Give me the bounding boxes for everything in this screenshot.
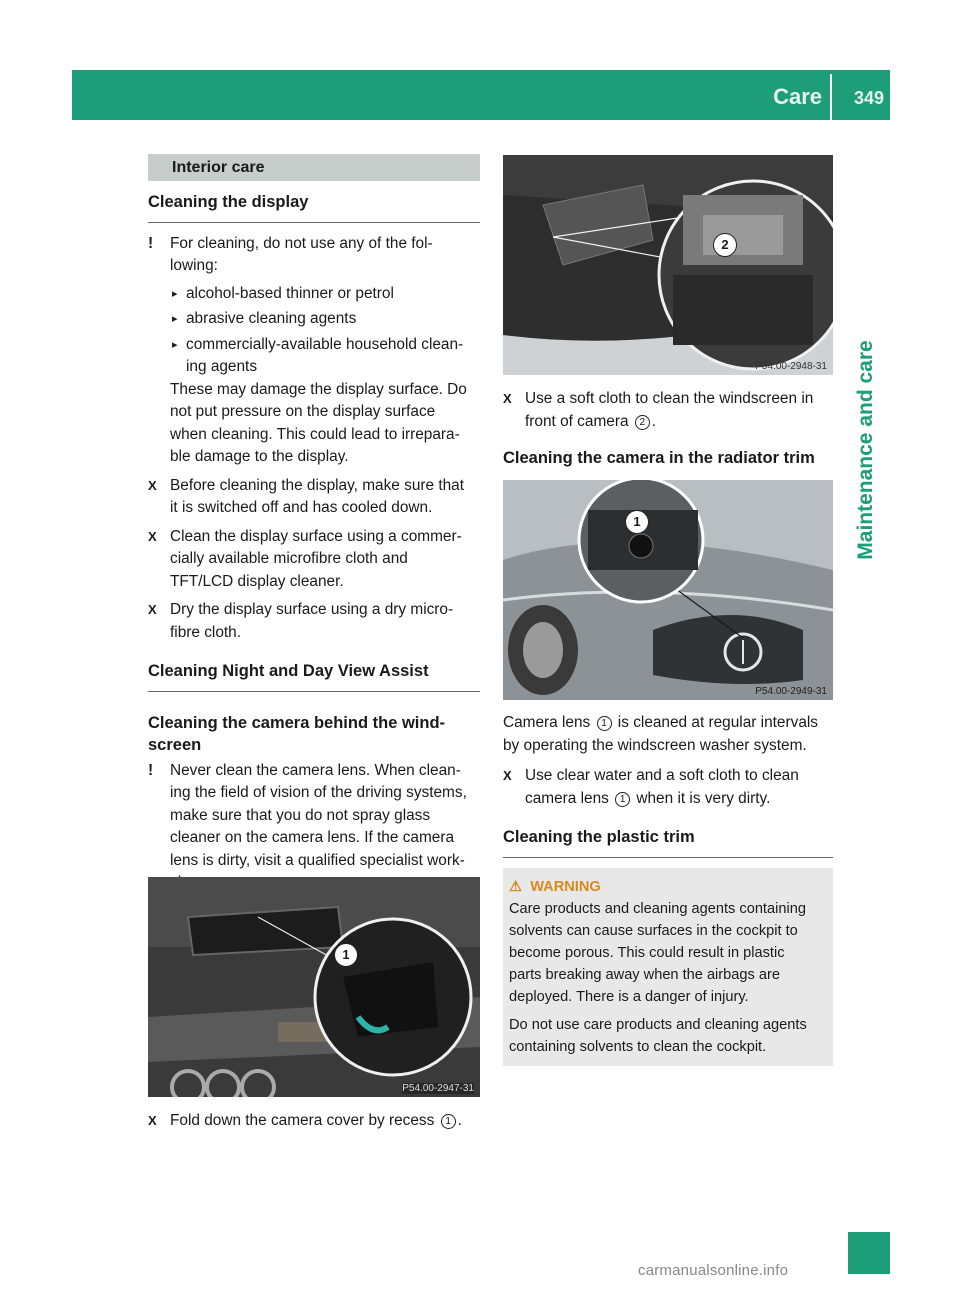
step-line: when it is very dirty. <box>632 789 771 807</box>
step-marker: X <box>148 528 157 544</box>
page-header-bar <box>72 70 890 120</box>
step-line: cially available microfibre cloth and <box>170 550 408 567</box>
step-fold-cover <box>148 1110 502 1133</box>
page-number: 349 <box>853 88 884 108</box>
warning-icon: ⚠ <box>509 878 523 895</box>
step-line: Fold down the camera cover by recess <box>170 1112 439 1129</box>
heading-line: screen <box>148 735 202 754</box>
warning-line: become porous. This could result in plastic <box>509 944 785 961</box>
callout-1: 1 <box>625 510 649 534</box>
image-code: P54.00-2949-31 <box>755 686 827 697</box>
step-line: front of camera <box>525 412 633 430</box>
note-camera-lens <box>148 760 480 895</box>
image-code: P54.00-2947-31 <box>402 1083 474 1094</box>
step-line: TFT/LCD display cleaner. <box>170 572 344 590</box>
note-line: lens is dirty, visit a qualified specialist work- <box>170 851 465 869</box>
note-line: when cleaning. This could lead to irrepara- <box>170 425 460 443</box>
heading-line: Cleaning the camera behind the wind- <box>148 713 446 732</box>
footer-watermark: carmanualsonline.info <box>638 1262 789 1279</box>
note-line: For cleaning, do not use any of the fol- <box>170 234 433 252</box>
sidebar-label: Maintenance and care <box>854 340 877 560</box>
sidebar-marker <box>848 1232 890 1274</box>
step-clean-surface <box>148 526 480 594</box>
note-line: ble damage to the display. <box>170 448 349 465</box>
note-display <box>148 233 480 469</box>
note-line: not put pressure on the display surface <box>170 403 436 420</box>
list-item: ▸ commercially-available household clean- <box>148 334 480 357</box>
note-line: Never clean the camera lens. When clean- <box>170 761 461 779</box>
step-line: camera lens <box>525 789 614 807</box>
callout-ref: 2 <box>635 415 650 430</box>
section-band: Interior care <box>148 154 480 181</box>
step-line: fibre cloth. <box>170 623 242 641</box>
callout-ref: 1 <box>615 792 630 807</box>
heading-camera-windscreen <box>148 712 480 756</box>
warning-line: containing solvents to clean the cockpit. <box>509 1038 767 1055</box>
step-marker: X <box>148 602 157 617</box>
step-line: Dry the display surface using a dry micro- <box>170 601 454 618</box>
para-line: Camera lens <box>503 714 595 731</box>
callout-ref: 1 <box>441 1114 456 1129</box>
step-clean-windscreen <box>503 388 833 433</box>
warning-box <box>503 868 833 1066</box>
warning-line: Do not use care products and cleaning agents <box>509 1016 807 1033</box>
warning-line: deployed. There is a danger of injury. <box>509 988 749 1005</box>
note-icon: ! <box>148 234 154 252</box>
note-line: ing the field of vision of the driving systems, <box>170 784 467 801</box>
heading-night-view: Cleaning Night and Day View Assist <box>148 660 480 692</box>
step-line: . <box>457 1112 462 1129</box>
image-code: P54.00-2948-31 <box>755 361 827 372</box>
note-line: make sure that you do not spray glass <box>170 806 431 824</box>
warning-line: solvents can cause surfaces in the cockpit to <box>509 922 798 939</box>
callout-1: 1 <box>334 943 358 967</box>
heading-cleaning-display: Cleaning the display <box>148 191 480 223</box>
list-item: ▸ alcohol-based thinner or petrol <box>148 283 480 306</box>
para-line: is cleaned at regular intervals <box>613 714 818 731</box>
heading-plastic-trim: Cleaning the plastic trim <box>503 826 833 858</box>
step-line: Use a soft cloth to clean the windscreen in <box>525 390 814 407</box>
step-marker: X <box>503 391 512 406</box>
warning-title: WARNING <box>530 878 601 895</box>
header-divider <box>830 74 832 120</box>
step-line: it is switched off and has cooled down. <box>170 499 433 516</box>
chapter-title: Care <box>773 84 822 109</box>
note-line: These may damage the display surface. Do <box>170 380 467 398</box>
left-column <box>148 154 480 895</box>
para-camera-lens <box>503 712 833 757</box>
photo-radiator-camera <box>503 480 833 700</box>
sidebar-tab <box>846 250 886 650</box>
list-item: ing agents <box>186 358 258 375</box>
callout-2: 2 <box>713 233 737 257</box>
step-line: Before cleaning the display, make sure that <box>170 476 465 494</box>
right-column-lower <box>503 712 833 1066</box>
list-item: ▸ abrasive cleaning agents <box>148 308 480 331</box>
callout-ref: 1 <box>597 716 612 731</box>
step-line: Use clear water and a soft cloth to clean <box>525 767 799 784</box>
step-line: Clean the display surface using a commer- <box>170 527 462 545</box>
note-line: lowing: <box>170 257 218 274</box>
step-dry-surface <box>148 599 480 644</box>
right-column <box>503 388 833 470</box>
heading-radiator-camera: Cleaning the camera in the radiator trim <box>503 449 815 467</box>
step-clear-water <box>503 765 833 810</box>
step-marker: X <box>503 768 512 783</box>
step-marker: X <box>148 477 157 493</box>
photo-windscreen-camera <box>503 155 833 375</box>
note-icon: ! <box>148 761 154 779</box>
para-line: by operating the windscreen washer system. <box>503 736 807 754</box>
warning-line: parts breaking away when the airbags are <box>509 966 780 983</box>
photo-camera-cover <box>148 877 480 1097</box>
step-line: . <box>651 412 657 430</box>
step-marker: X <box>148 1113 157 1128</box>
warning-line: Care products and cleaning agents containing <box>509 900 806 917</box>
step-switch-off <box>148 475 480 520</box>
note-line: cleaner on the camera lens. If the camera <box>170 829 455 846</box>
warning-heading <box>509 876 827 898</box>
